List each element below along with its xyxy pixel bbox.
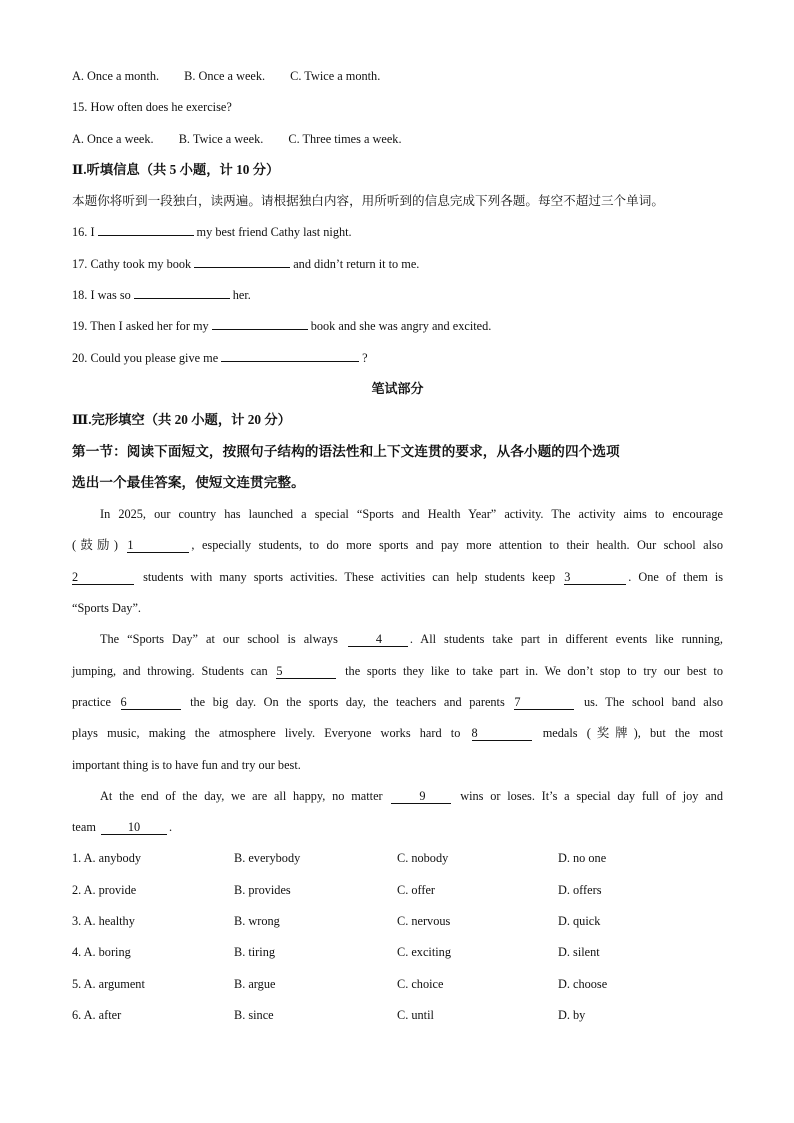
passage-text: team bbox=[72, 820, 96, 835]
fill-item-16 bbox=[72, 222, 723, 253]
passage-p2-line2 bbox=[72, 661, 723, 692]
q14-option-b: B. Once a week. bbox=[184, 69, 266, 83]
fill-item-16-before: 16. I bbox=[72, 225, 95, 240]
cloze-blank-6[interactable]: 6 bbox=[121, 695, 181, 710]
choice-option[interactable]: D. offers bbox=[558, 882, 602, 897]
choice-option[interactable]: B. since bbox=[234, 1007, 274, 1022]
section3-instruction-line1: 第一节：阅读下面短文，按照句子结构的语法性和上下文连贯的要求，从各小题的四个选项 bbox=[72, 443, 620, 459]
passage-text: . All students take part in different events like running, bbox=[409, 632, 723, 647]
choice-option[interactable]: 4. A. boring bbox=[72, 945, 131, 960]
section3-title: Ⅲ.完形填空（共 20 小题，计 20 分） bbox=[72, 412, 291, 428]
choice-option[interactable]: C. choice bbox=[397, 976, 444, 991]
passage-text: plays music, making the atmosphere lively. Everyone works hard to bbox=[72, 726, 461, 741]
q15-stem: 15. How often does he exercise? bbox=[72, 100, 232, 115]
choice-option[interactable]: 6. A. after bbox=[72, 1007, 122, 1022]
answer-blank-20[interactable] bbox=[221, 348, 359, 362]
cloze-blank-5[interactable]: 5 bbox=[276, 664, 336, 679]
answer-blank-19[interactable] bbox=[212, 316, 308, 330]
choice-row-1 bbox=[72, 848, 723, 879]
choice-option[interactable]: 3. A. healthy bbox=[72, 914, 135, 929]
passage-p1-line1: In 2025, our country has launched a special “Sports and Health Year” activity. The activity aims to encourage bbox=[100, 507, 723, 522]
choice-option[interactable]: C. offer bbox=[397, 882, 436, 897]
passage-p1-line2 bbox=[72, 535, 723, 566]
passage-text: us. The school band also bbox=[583, 694, 723, 709]
section3-instruction-line2: 选出一个最佳答案，使短文连贯完整。 bbox=[72, 474, 305, 490]
q15-option-a: A. Once a week. bbox=[72, 131, 154, 146]
fill-item-20 bbox=[72, 348, 723, 379]
choice-option[interactable]: D. no one bbox=[558, 851, 607, 866]
fill-item-17-before: 17. Cathy took my book bbox=[72, 256, 192, 271]
passage-p2-line5: important thing is to have fun and try our best. bbox=[72, 757, 301, 772]
cloze-blank-3[interactable]: 3 bbox=[564, 570, 626, 585]
choice-option[interactable]: C. until bbox=[397, 1007, 434, 1022]
choice-option[interactable]: C. exciting bbox=[397, 945, 451, 960]
passage-text: the sports they like to take part in. We don’t stop to try our best to bbox=[345, 663, 723, 678]
exam-page bbox=[72, 66, 723, 1036]
passage-p2-line4 bbox=[72, 723, 723, 754]
answer-blank-17[interactable] bbox=[194, 254, 290, 268]
passage-text: wins or loses. It’s a special day full of joy and bbox=[460, 788, 723, 803]
cloze-blank-4[interactable]: 4 bbox=[348, 632, 408, 647]
passage-p1-line3 bbox=[72, 567, 723, 598]
fill-item-17 bbox=[72, 254, 723, 285]
choice-option[interactable]: D. silent bbox=[558, 945, 600, 960]
fill-item-20-after: ? bbox=[362, 350, 368, 365]
choice-option[interactable]: 1. A. anybody bbox=[72, 851, 141, 866]
q15-options bbox=[72, 129, 723, 160]
passage-text: medals (奖牌), but the most bbox=[542, 726, 724, 741]
answer-blank-16[interactable] bbox=[98, 222, 194, 236]
passage-text: the big day. On the sports day, the teachers and parents bbox=[190, 694, 505, 709]
passage-p2-line1 bbox=[72, 629, 723, 660]
q14-options bbox=[72, 66, 723, 97]
fill-item-18-after: her. bbox=[232, 288, 251, 303]
written-part-title: 笔试部分 bbox=[371, 380, 424, 396]
choice-row-6 bbox=[72, 1005, 723, 1036]
fill-item-19 bbox=[72, 316, 723, 347]
passage-text: jumping, and throwing. Students can bbox=[72, 663, 268, 678]
choice-option[interactable]: B. wrong bbox=[234, 914, 280, 929]
passage-text: students with many sports activities. These activities can help students keep bbox=[143, 569, 556, 584]
choice-option[interactable]: D. quick bbox=[558, 914, 601, 929]
passage-text: , especially students, to do more sports and pay more attention to their health. Our school also bbox=[191, 538, 723, 553]
fill-item-18-before: 18. I was so bbox=[72, 288, 131, 303]
choice-option[interactable]: D. by bbox=[558, 1007, 586, 1022]
cloze-blank-8[interactable]: 8 bbox=[472, 726, 532, 741]
choice-row-2 bbox=[72, 880, 723, 911]
cloze-blank-1[interactable]: 1 bbox=[127, 538, 189, 553]
passage-p3-line1 bbox=[72, 786, 723, 817]
choice-option[interactable]: B. everybody bbox=[234, 851, 301, 866]
cloze-blank-2[interactable]: 2 bbox=[72, 570, 134, 585]
section2-instruction: 本题你将听到一段独白，读两遍。请根据独白内容，用所听到的信息完成下列各题。每空不超过三个单词。 bbox=[72, 194, 664, 209]
q15-option-c: C. Three times a week. bbox=[288, 131, 402, 146]
choice-option[interactable]: 5. A. argument bbox=[72, 976, 145, 991]
answer-blank-18[interactable] bbox=[134, 285, 230, 299]
choice-row-5 bbox=[72, 974, 723, 1005]
passage-p3-line2 bbox=[72, 817, 723, 848]
q14-option-a: A. Once a month. bbox=[72, 69, 160, 83]
q14-option-c: C. Twice a month. bbox=[290, 69, 381, 83]
passage-text: practice bbox=[72, 694, 111, 709]
cloze-blank-10[interactable]: 10 bbox=[101, 820, 167, 835]
passage-text: The “Sports Day” at our school is always bbox=[100, 632, 338, 647]
choice-option[interactable]: 2. A. provide bbox=[72, 882, 137, 897]
passage-p1-line4: “Sports Day”. bbox=[72, 601, 141, 616]
passage-text: . bbox=[168, 820, 173, 835]
choice-option[interactable]: C. nervous bbox=[397, 914, 451, 929]
passage-p2-line3 bbox=[72, 692, 723, 723]
choice-row-4 bbox=[72, 942, 723, 973]
fill-item-19-before: 19. Then I asked her for my bbox=[72, 319, 209, 334]
passage-gloss: (鼓励) bbox=[72, 538, 118, 553]
fill-item-16-after: my best friend Cathy last night. bbox=[196, 225, 352, 240]
fill-item-18 bbox=[72, 285, 723, 316]
choice-option[interactable]: C. nobody bbox=[397, 851, 449, 866]
choice-option[interactable]: B. argue bbox=[234, 976, 276, 991]
fill-item-19-after: book and she was angry and excited. bbox=[310, 319, 492, 334]
section2-title: Ⅱ.听填信息（共 5 小题，计 10 分） bbox=[72, 161, 280, 177]
passage-text: At the end of the day, we are all happy, no matter bbox=[100, 788, 383, 803]
passage-text: . One of them is bbox=[628, 569, 724, 584]
choice-option[interactable]: B. provides bbox=[234, 882, 291, 897]
cloze-blank-7[interactable]: 7 bbox=[514, 695, 574, 710]
cloze-blank-9[interactable]: 9 bbox=[391, 789, 451, 804]
fill-item-17-after: and didn’t return it to me. bbox=[293, 256, 420, 271]
choice-row-3 bbox=[72, 911, 723, 942]
choice-option[interactable]: D. choose bbox=[558, 976, 608, 991]
choice-option[interactable]: B. tiring bbox=[234, 945, 275, 960]
q15-option-b: B. Twice a week. bbox=[178, 131, 264, 146]
fill-item-20-before: 20. Could you please give me bbox=[72, 350, 219, 365]
